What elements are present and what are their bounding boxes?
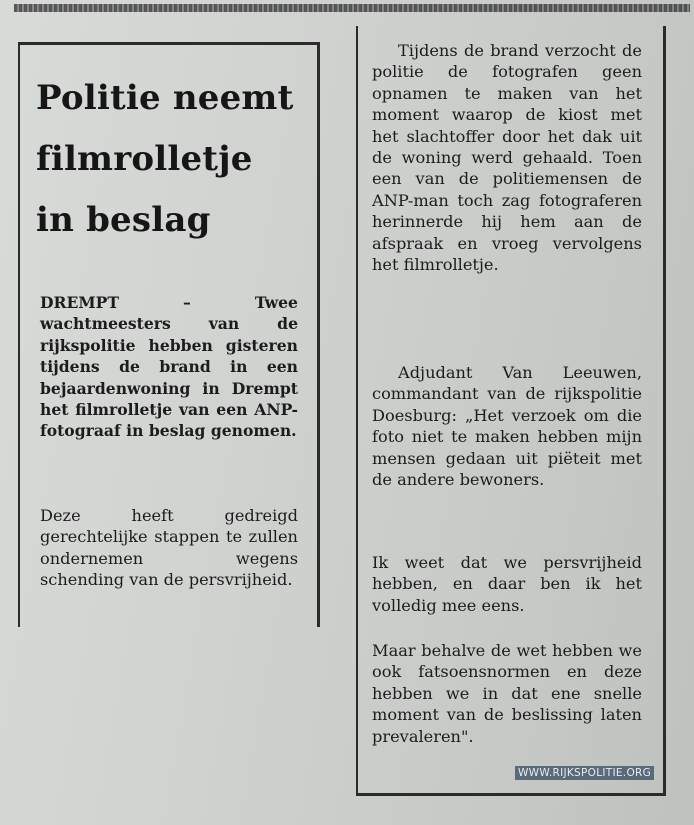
dateline: DREMPT [40, 293, 119, 312]
headline-line-1: Politie neemt [36, 78, 294, 118]
right-paragraph-1: Tijdens de brand verzocht de politie de fotografen geen opnamen te maken van het moment waarop de kiost met het slachtoffer door het dak uit de woning werd gehaald. Toen een van de politiemensen de ANP-man toch zag fotograferen herinnerde hij hem aan de afspraak en vroeg vervolgens het filmrolletje. [372, 41, 642, 275]
website-watermark: WWW.RIJKSPOLITIE.ORG [515, 766, 654, 780]
headline-line-2: filmrolletje [36, 139, 253, 179]
lead-paragraph [40, 292, 298, 442]
top-border-rule [14, 4, 690, 12]
right-paragraph-4: Maar behalve de wet hebben we ook fatsoensnormen en deze hebben we in dat ene snelle moment van de beslissing laten prevaleren". [372, 641, 642, 746]
right-paragraph-3: Ik weet dat we persvrijheid hebben, en daar ben ik het volledig mee eens. [372, 553, 642, 615]
left-paragraph-2: Deze heeft gedreigd gerechtelijke stappen te zullen ondernemen wegens schending van de persvrijheid. [40, 506, 298, 590]
headline-line-3: in beslag [36, 200, 211, 240]
article-headline [36, 68, 306, 251]
right-paragraph-2: Adjudant Van Leeuwen, commandant van de rijkspolitie Doesburg: „Het verzoek om die foto niet te maken hebben mijn mensen gedaan uit piëteit met de andere bewoners. [372, 363, 642, 490]
lead-text: – Twee wachtmeesters van de rijkspolitie hebben gisteren tijdens de brand in een bejaardenwoning in Drempt het filmrolletje van een ANP-fotograaf in beslag genomen. [40, 293, 298, 441]
